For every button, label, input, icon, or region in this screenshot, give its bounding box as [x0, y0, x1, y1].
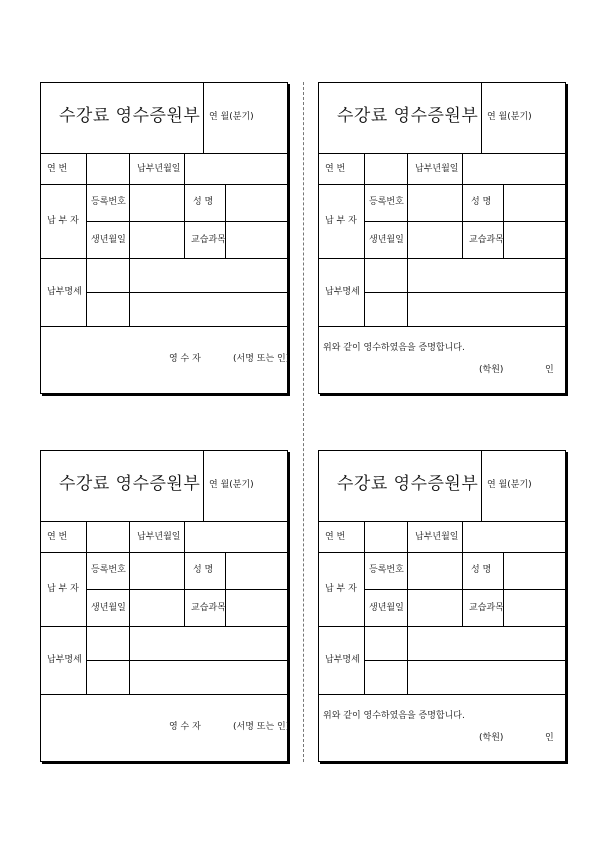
table-rule-v: [184, 184, 185, 258]
period-label: 연 월(분기): [209, 112, 254, 122]
table-rule-v: [129, 626, 130, 694]
table-rule-v: [407, 184, 408, 258]
table-rule-h: [319, 521, 567, 522]
payer-label: 납 부 자: [47, 584, 79, 594]
birth-label: 생년월일: [91, 603, 126, 613]
table-rule-v: [407, 521, 408, 552]
table-rule-v: [203, 83, 204, 153]
details-label: 납부명세: [325, 287, 360, 297]
receipt-card: [40, 82, 288, 394]
table-rule-v: [184, 552, 185, 626]
table-rule-v: [86, 153, 87, 326]
name-label: 성 명: [471, 197, 492, 207]
table-rule-h: [41, 184, 289, 185]
receiver-label: 영 수 자: [169, 354, 201, 364]
table-rule-v: [364, 521, 365, 694]
table-rule-v: [462, 552, 463, 626]
certify-text: 위와 같이 영수하였음을 증명합니다.: [323, 343, 465, 353]
seal-label: 인: [545, 733, 554, 743]
receipt-card: [318, 82, 566, 394]
table-rule-v: [129, 184, 130, 258]
course-label: 교습과목: [191, 235, 226, 245]
table-rule-h: [86, 589, 289, 590]
details-label: 납부명세: [325, 655, 360, 665]
course-label: 교습과목: [469, 603, 504, 613]
academy-label: (학원): [479, 733, 504, 743]
table-rule-h: [86, 660, 289, 661]
payer-label: 납 부 자: [325, 216, 357, 226]
table-rule-v: [364, 153, 365, 326]
table-rule-v: [86, 521, 87, 694]
paid-date-label: 납부년월일: [415, 164, 459, 174]
serial-label: 연 번: [47, 164, 68, 174]
table-rule-v: [129, 521, 130, 552]
academy-label: (학원): [479, 365, 504, 375]
period-label: 연 월(분기): [487, 112, 532, 122]
table-rule-h: [86, 221, 289, 222]
birth-label: 생년월일: [91, 235, 126, 245]
serial-label: 연 번: [47, 532, 68, 542]
table-rule-h: [41, 626, 289, 627]
reg-no-label: 등록번호: [91, 197, 126, 207]
table-rule-v: [203, 451, 204, 521]
receipt-card: [318, 450, 566, 762]
receipt-title: 수강료 영수증원부: [59, 106, 201, 126]
paid-date-label: 납부년월일: [137, 532, 181, 542]
reg-no-label: 등록번호: [369, 197, 404, 207]
receiver-label: 영 수 자: [169, 722, 201, 732]
table-rule-v: [184, 521, 185, 552]
cut-line-dashed: [303, 82, 304, 762]
receipt-title: 수강료 영수증원부: [337, 474, 479, 494]
table-rule-h: [86, 292, 289, 293]
paid-date-label: 납부년월일: [415, 532, 459, 542]
certify-text: 위와 같이 영수하였음을 증명합니다.: [323, 711, 465, 721]
table-rule-h: [319, 326, 567, 327]
serial-label: 연 번: [325, 164, 346, 174]
table-rule-h: [41, 694, 289, 695]
table-rule-h: [364, 589, 567, 590]
table-rule-v: [462, 153, 463, 184]
table-rule-v: [407, 626, 408, 694]
table-rule-h: [319, 626, 567, 627]
payer-label: 납 부 자: [325, 584, 357, 594]
birth-label: 생년월일: [369, 603, 404, 613]
reg-no-label: 등록번호: [91, 565, 126, 575]
table-rule-h: [364, 660, 567, 661]
signature-hint: (서명 또는 인): [233, 354, 290, 364]
table-rule-v: [503, 184, 504, 258]
period-label: 연 월(분기): [487, 480, 532, 490]
table-rule-v: [129, 552, 130, 626]
receipt-title: 수강료 영수증원부: [59, 474, 201, 494]
paid-date-label: 납부년월일: [137, 164, 181, 174]
signature-hint: (서명 또는 인): [233, 722, 290, 732]
table-rule-v: [407, 552, 408, 626]
reg-no-label: 등록번호: [369, 565, 404, 575]
details-label: 납부명세: [47, 655, 82, 665]
table-rule-v: [462, 521, 463, 552]
table-rule-h: [319, 552, 567, 553]
table-rule-h: [319, 153, 567, 154]
table-rule-h: [364, 292, 567, 293]
receipt-card: [40, 450, 288, 762]
table-rule-v: [225, 184, 226, 258]
table-rule-v: [481, 83, 482, 153]
details-label: 납부명세: [47, 287, 82, 297]
table-rule-v: [503, 552, 504, 626]
serial-label: 연 번: [325, 532, 346, 542]
table-rule-h: [319, 258, 567, 259]
table-rule-h: [41, 258, 289, 259]
table-rule-v: [129, 258, 130, 326]
course-label: 교습과목: [191, 603, 226, 613]
payer-label: 납 부 자: [47, 216, 79, 226]
name-label: 성 명: [193, 197, 214, 207]
table-rule-h: [41, 326, 289, 327]
table-rule-h: [41, 521, 289, 522]
table-rule-h: [319, 184, 567, 185]
table-rule-v: [481, 451, 482, 521]
table-rule-h: [319, 694, 567, 695]
birth-label: 생년월일: [369, 235, 404, 245]
table-rule-h: [364, 221, 567, 222]
table-rule-h: [41, 552, 289, 553]
table-rule-v: [462, 184, 463, 258]
seal-label: 인: [545, 365, 554, 375]
course-label: 교습과목: [469, 235, 504, 245]
table-rule-v: [184, 153, 185, 184]
name-label: 성 명: [193, 565, 214, 575]
table-rule-v: [407, 153, 408, 184]
receipt-title: 수강료 영수증원부: [337, 106, 479, 126]
table-rule-v: [225, 552, 226, 626]
period-label: 연 월(분기): [209, 480, 254, 490]
table-rule-v: [407, 258, 408, 326]
name-label: 성 명: [471, 565, 492, 575]
table-rule-h: [41, 153, 289, 154]
table-rule-v: [129, 153, 130, 184]
